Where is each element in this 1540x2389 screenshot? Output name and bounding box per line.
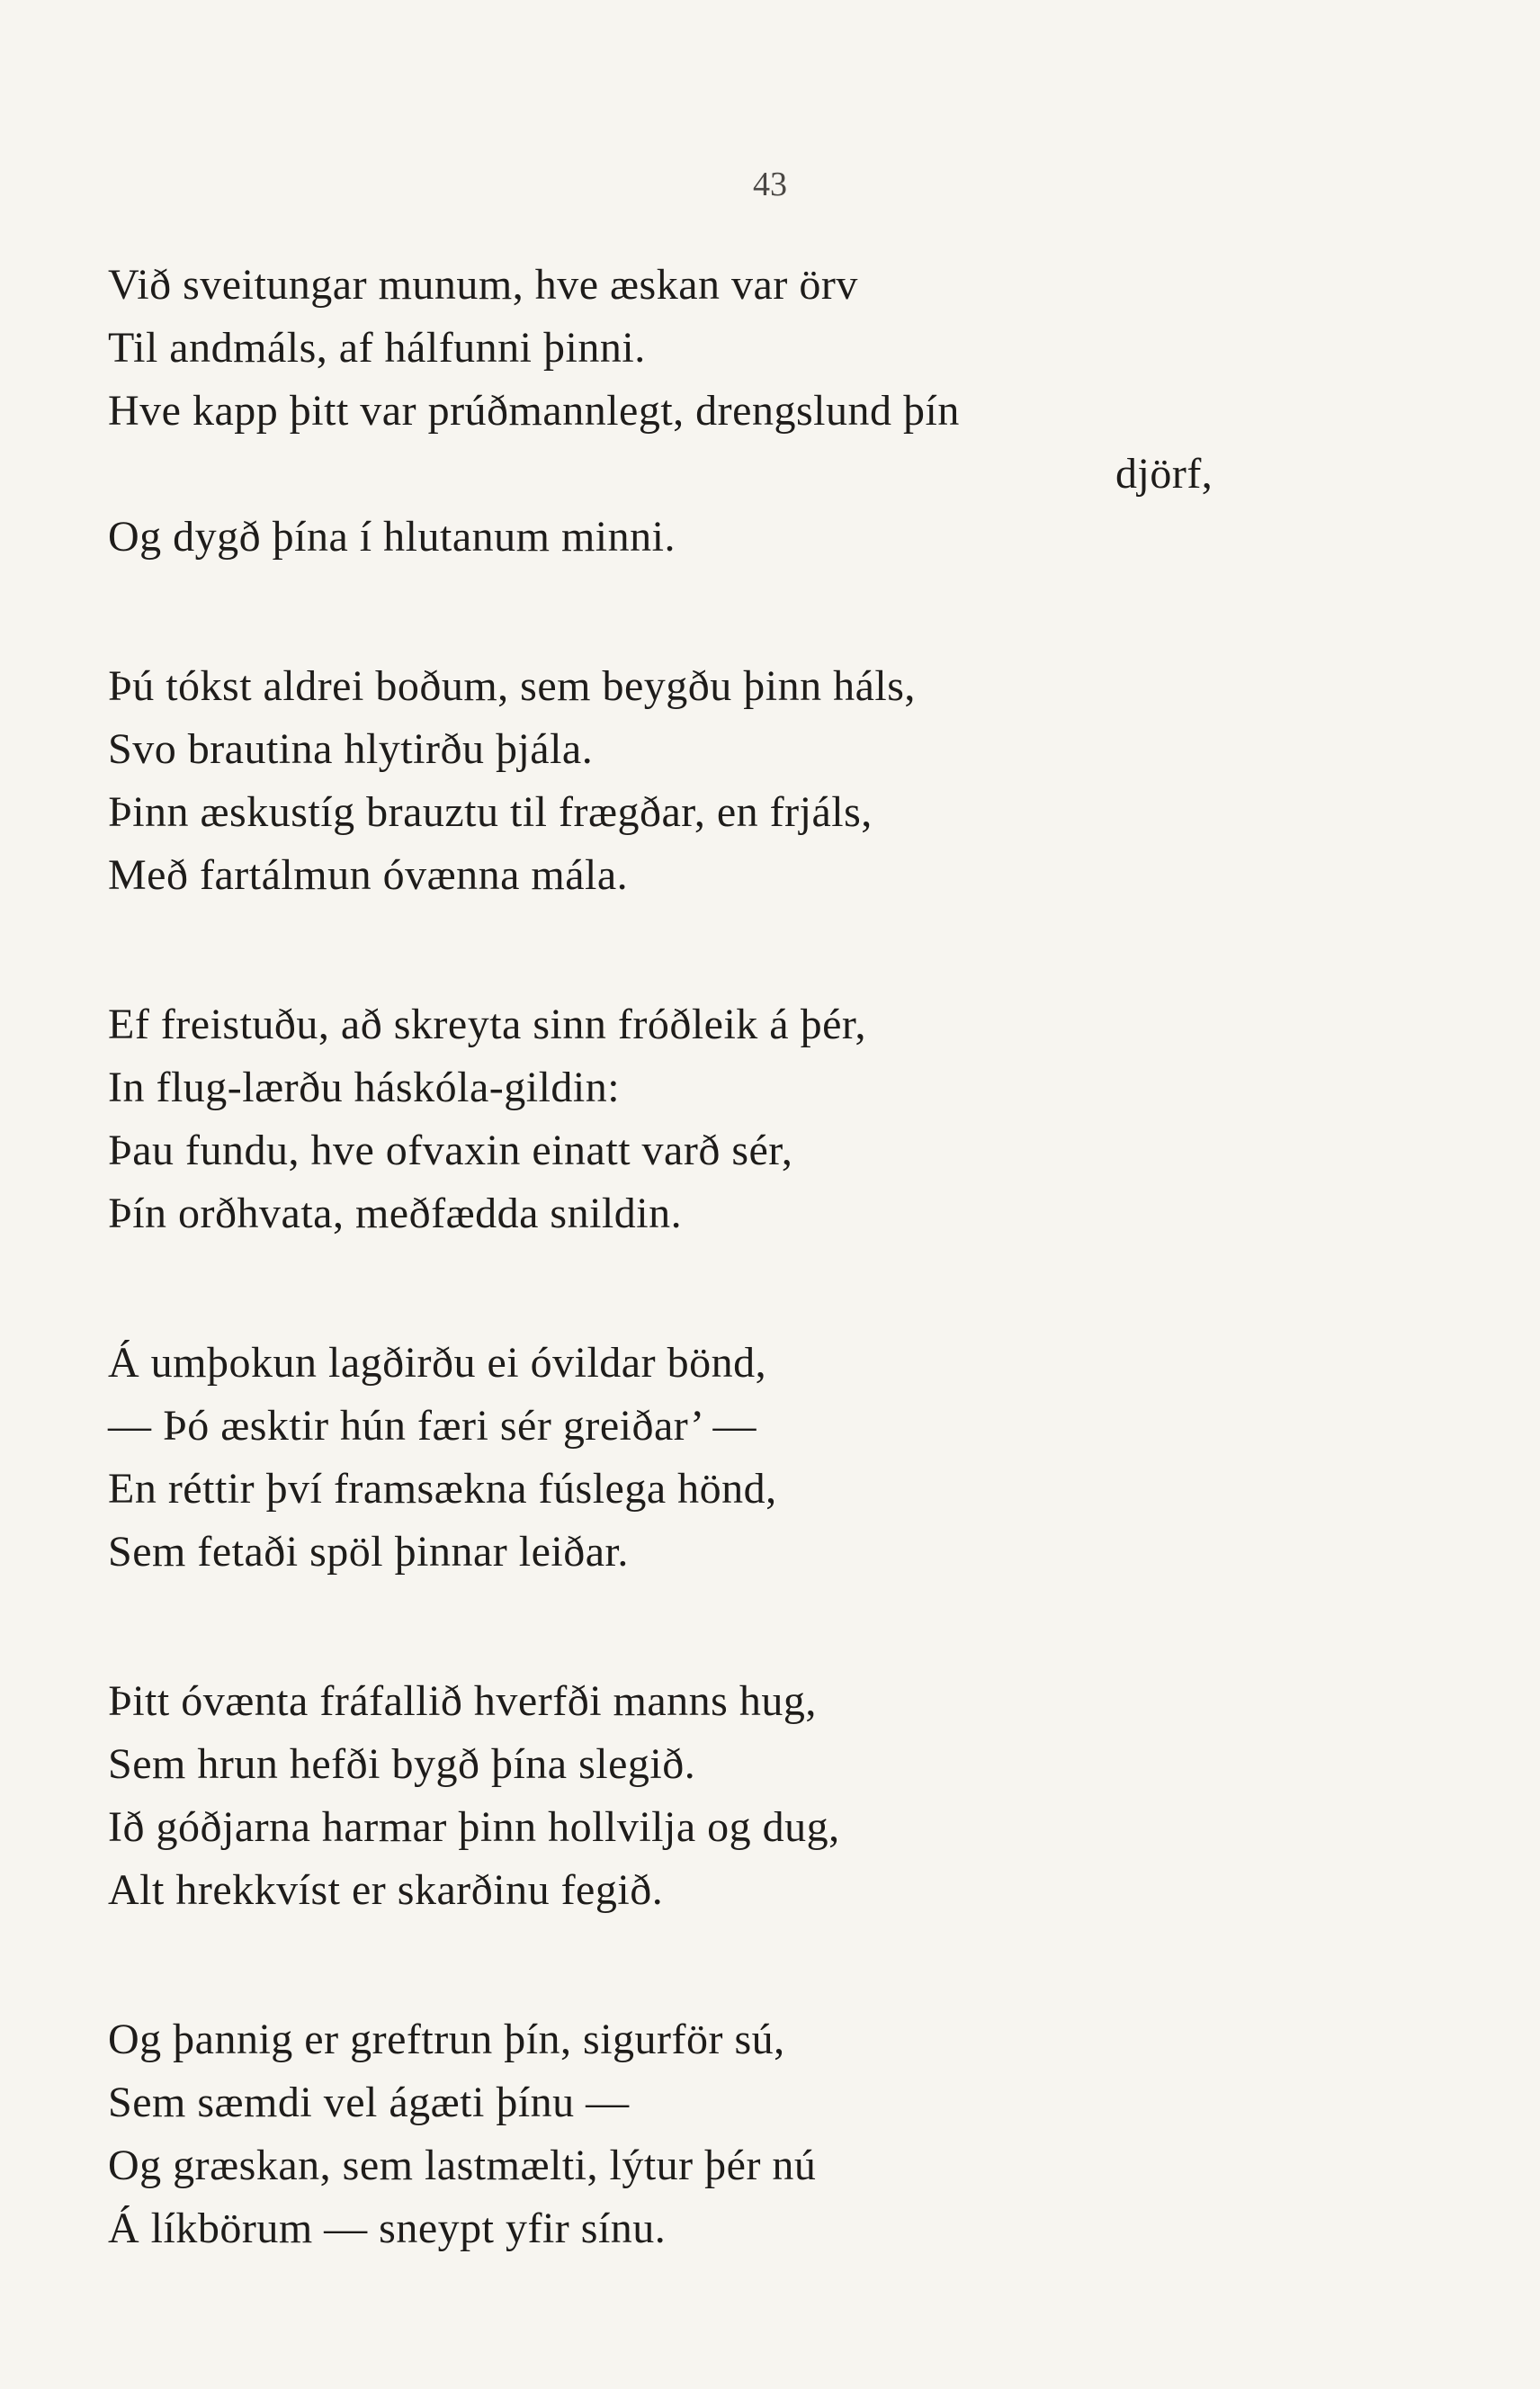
verse-line: Á umþokun lagðirðu ei óvildar bönd, xyxy=(108,1339,767,1387)
stanza-1 xyxy=(108,254,1277,569)
verse-line: Ef freistuðu, að skreyta sinn fróðleik á þér, xyxy=(108,1001,866,1048)
verse-line: Þau fundu, hve ofvaxin einatt varð sér, xyxy=(108,1127,793,1174)
page-number: 43 xyxy=(753,166,787,203)
verse-line: Svo brautina hlytirðu þjála. xyxy=(108,725,594,773)
verse-line: In flug-lærðu háskóla-gildin: xyxy=(108,1064,621,1111)
verse-line-continuation: djörf, xyxy=(1115,450,1213,498)
verse-line: Þú tókst aldrei boðum, sem beygðu þinn háls, xyxy=(108,662,916,710)
verse-line: — Þó æsktir hún færi sér greiðar’ — xyxy=(108,1402,757,1450)
stanza-2 xyxy=(108,655,1277,907)
verse-line: Til andmáls, af hálfunni þinni. xyxy=(108,324,646,372)
verse-line: Við sveitungar munum, hve æskan var örv xyxy=(108,261,858,309)
verse-line: Hve kapp þitt var prúðmannlegt, drengslund þín xyxy=(108,387,960,435)
stanza-5 xyxy=(108,1670,1277,1922)
verse-line: Á líkbörum — sneypt yfir sínu. xyxy=(108,2205,667,2252)
verse-line: Sem sæmdi vel ágæti þínu — xyxy=(108,2079,630,2126)
stanza-6 xyxy=(108,2008,1277,2260)
verse-line: Og þannig er greftrun þín, sigurför sú, xyxy=(108,2016,785,2063)
verse-line: Með fartálmun óvænna mála. xyxy=(108,851,629,899)
verse-line: Þinn æskustíg brauztu til frægðar, en frjáls, xyxy=(108,788,873,836)
poem-body xyxy=(108,254,1277,2347)
verse-line: Og dygð þína í hlutanum minni. xyxy=(108,513,676,561)
verse-line: Þín orðhvata, meðfædda snildin. xyxy=(108,1190,683,1237)
stanza-3 xyxy=(108,993,1277,1245)
verse-line: Alt hrekkvíst er skarðinu fegið. xyxy=(108,1866,664,1914)
verse-line: Sem hrun hefði bygð þína slegið. xyxy=(108,1740,696,1788)
verse-line: Og græskan, sem lastmælti, lýtur þér nú xyxy=(108,2142,817,2189)
stanza-4 xyxy=(108,1332,1277,1584)
verse-line: Þitt óvænta fráfallið hverfði manns hug, xyxy=(108,1677,817,1725)
verse-line: En réttir því framsækna fúslega hönd, xyxy=(108,1465,777,1513)
verse-line: Ið góðjarna harmar þinn hollvilja og dug, xyxy=(108,1803,840,1851)
verse-line: Sem fetaði spöl þinnar leiðar. xyxy=(108,1528,629,1576)
